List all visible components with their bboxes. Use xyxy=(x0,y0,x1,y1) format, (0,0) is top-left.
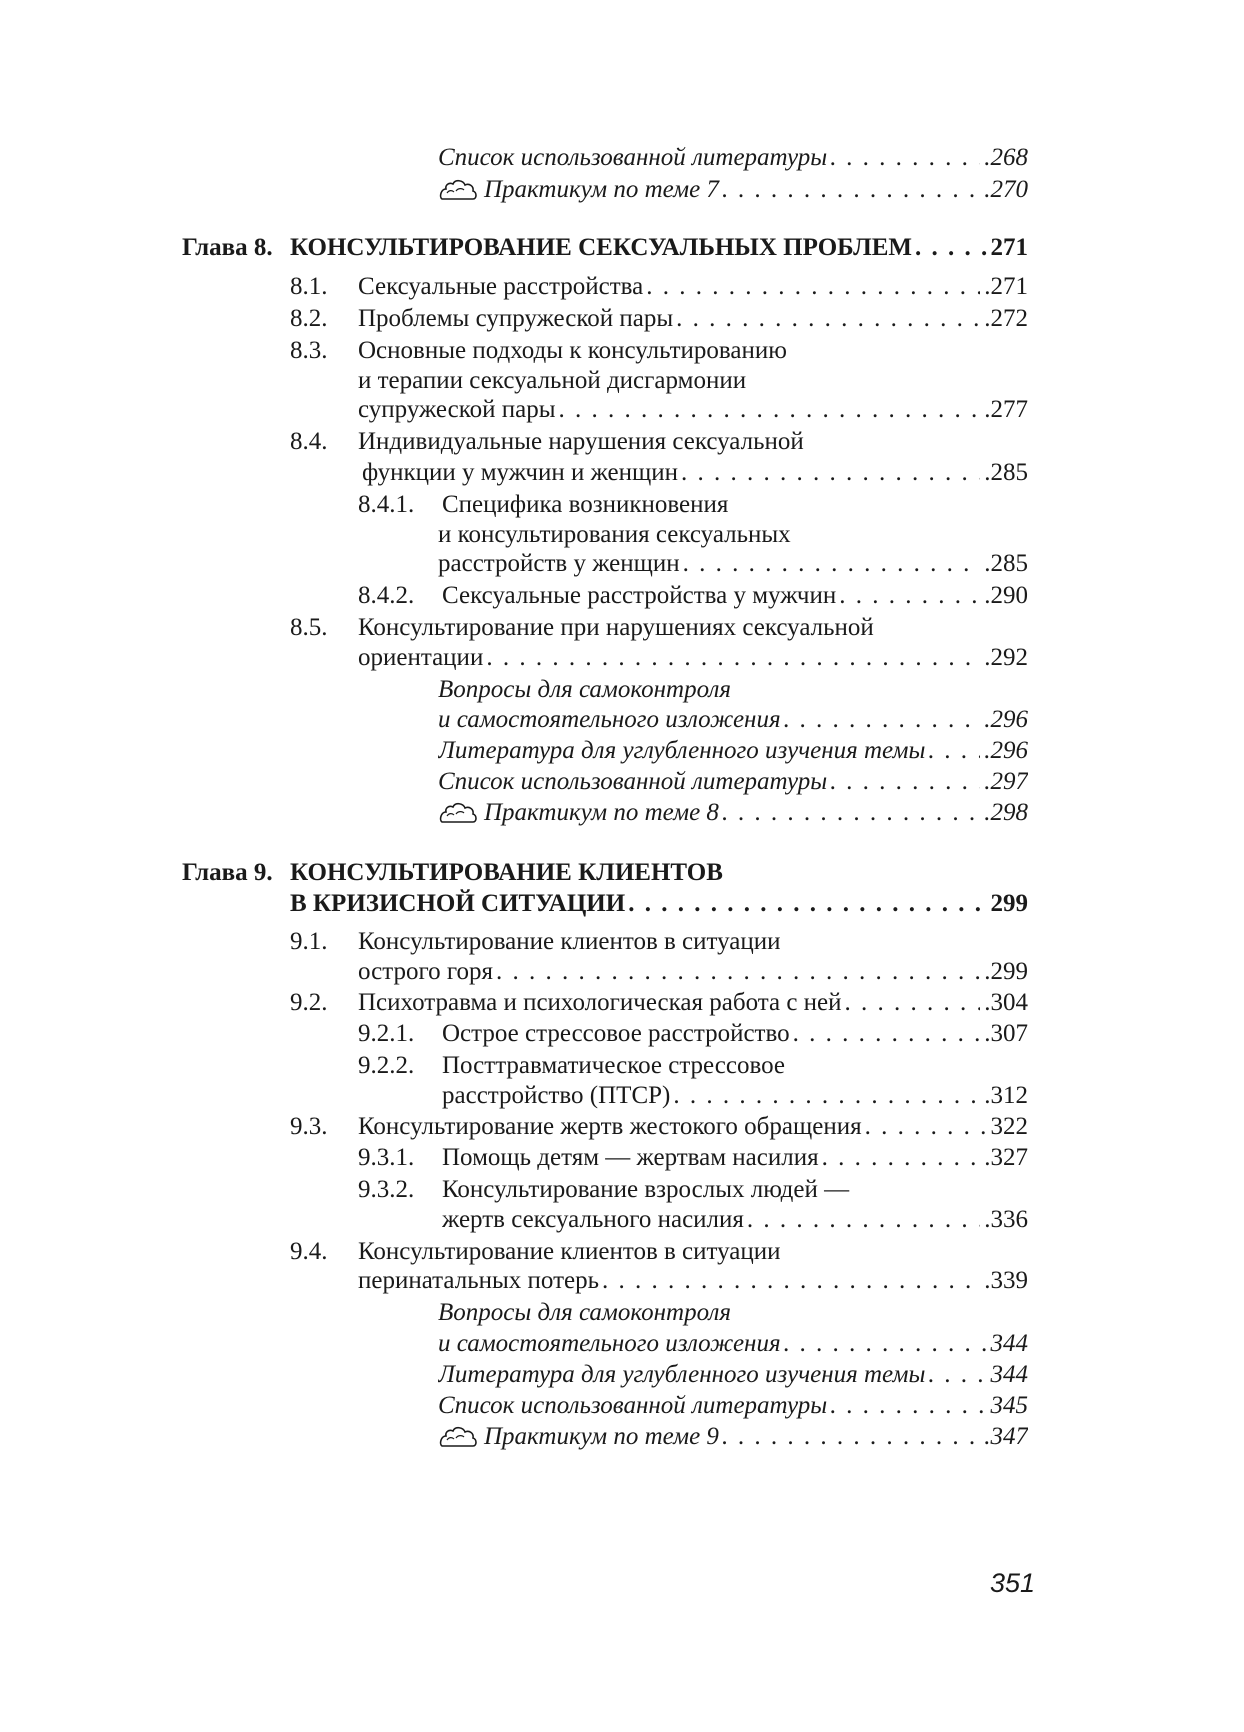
section-number: 9.2.1. xyxy=(358,1020,415,1047)
section-number: 9.3.2. xyxy=(358,1176,415,1203)
leader-dots xyxy=(628,889,986,919)
toc-entry[interactable] xyxy=(442,1019,1028,1049)
entry-title-line: и консультирования сексуальных xyxy=(438,521,791,548)
entry-title-line: Основные подходы к консультированию xyxy=(358,337,787,364)
leader-dots xyxy=(915,233,987,263)
toc-entry[interactable] xyxy=(362,458,1028,488)
chapter-label: Глава 9. xyxy=(182,859,273,886)
leader-dots xyxy=(865,1112,987,1142)
chapter-title[interactable] xyxy=(290,889,1028,919)
entry-title-line: Посттравматическое стрессовое xyxy=(442,1052,785,1079)
entry-title-line: Индивидуальные нарушения сексуальной xyxy=(358,428,804,455)
leader-dots xyxy=(747,1205,980,1235)
leader-dots xyxy=(830,767,980,797)
toc-entry[interactable] xyxy=(442,581,1028,611)
leader-dots xyxy=(646,272,980,302)
page-ref: .336 xyxy=(984,1206,1028,1233)
section-number: 8.3. xyxy=(290,337,328,364)
page-ref: 271 xyxy=(990,234,1028,261)
section-number: 8.2. xyxy=(290,305,328,332)
entry-title: расстройств у женщин xyxy=(438,550,680,577)
page-ref: .299 xyxy=(984,958,1028,985)
toc-entry[interactable] xyxy=(438,798,1028,828)
page-ref: .271 xyxy=(984,273,1028,300)
leader-dots xyxy=(683,549,981,579)
entry-title: В КРИЗИСНОЙ СИТУАЦИИ xyxy=(290,890,626,917)
toc-entry[interactable] xyxy=(358,272,1028,302)
entry-title: функции у мужчин и женщин xyxy=(362,459,679,486)
entry-title: расстройство (ПТСР) xyxy=(442,1082,671,1109)
section-number: 9.3. xyxy=(290,1113,328,1140)
leader-dots xyxy=(793,1019,981,1049)
leader-dots xyxy=(830,143,980,173)
entry-title-line: Консультирование при нарушениях сексуальной xyxy=(358,614,874,641)
toc-entry[interactable] xyxy=(358,1266,1028,1296)
section-number: 9.1. xyxy=(290,928,328,955)
leader-dots xyxy=(602,1266,980,1296)
page-ref: .296 xyxy=(984,737,1028,764)
leader-dots xyxy=(928,736,980,766)
page-ref: .307 xyxy=(984,1020,1028,1047)
toc-entry[interactable] xyxy=(442,1205,1028,1235)
page-ref: .272 xyxy=(984,305,1028,332)
leader-dots xyxy=(559,395,981,425)
toc-entry[interactable] xyxy=(358,1112,1028,1142)
page-ref: .270 xyxy=(984,176,1028,203)
page-ref: .304 xyxy=(984,989,1028,1016)
toc-entry[interactable] xyxy=(442,1081,1028,1111)
section-number: 8.4.2. xyxy=(358,582,415,609)
leader-dots xyxy=(722,1422,980,1452)
toc-entry[interactable] xyxy=(358,988,1028,1018)
toc-entry[interactable] xyxy=(438,1360,1028,1390)
leader-dots xyxy=(845,988,981,1018)
toc-entry[interactable] xyxy=(438,1391,1028,1421)
toc-entry[interactable] xyxy=(358,395,1028,425)
entry-title-line: Вопросы для самоконтроля xyxy=(438,1299,731,1326)
toc-entry[interactable] xyxy=(358,304,1028,334)
toc-entry[interactable] xyxy=(358,957,1028,987)
cloud-icon xyxy=(438,178,478,202)
cloud-icon xyxy=(438,801,478,825)
page-ref: .296 xyxy=(984,706,1028,733)
entry-title: Сексуальные расстройства у мужчин xyxy=(442,582,837,609)
entry-title-line: Консультирование взрослых людей — xyxy=(442,1176,850,1203)
entry-title: и самостоятельного изложения xyxy=(438,706,781,733)
entry-title: Практикум по теме 7 xyxy=(484,176,719,203)
entry-title-line: Консультирование клиентов в ситуации xyxy=(358,928,781,955)
page-ref: .347 xyxy=(984,1423,1028,1450)
toc-entry[interactable] xyxy=(438,1329,1028,1359)
page-ref: 345 xyxy=(990,1392,1028,1419)
page-ref: .327 xyxy=(984,1144,1028,1171)
leader-dots xyxy=(673,1081,980,1111)
entry-title: Список использованной литературы xyxy=(438,1392,828,1419)
page-ref: .312 xyxy=(984,1082,1028,1109)
page-ref: .285 xyxy=(984,459,1028,486)
entry-title: Список использованной литературы xyxy=(438,144,828,171)
leader-dots xyxy=(496,957,980,987)
leader-dots xyxy=(784,705,981,735)
entry-title-line: и терапии сексуальной дисгармонии xyxy=(358,367,747,394)
entry-title: супружеской пары xyxy=(358,396,556,423)
leader-dots xyxy=(830,1391,986,1421)
cloud-icon xyxy=(438,1425,478,1449)
entry-title: Список использованной литературы xyxy=(438,768,828,795)
section-number: 9.2.2. xyxy=(358,1052,415,1079)
toc-entry[interactable] xyxy=(438,1422,1028,1452)
entry-title-line: Специфика возникновения xyxy=(442,491,729,518)
page-ref: 299 xyxy=(990,890,1028,917)
section-number: 9.4. xyxy=(290,1238,328,1265)
leader-dots xyxy=(822,1143,981,1173)
entry-title: КОНСУЛЬТИРОВАНИЕ СЕКСУАЛЬНЫХ ПРОБЛЕМ xyxy=(290,234,912,261)
leader-dots xyxy=(839,581,980,611)
entry-title: Психотравма и психологическая работа с ней xyxy=(358,989,842,1016)
page-ref: .290 xyxy=(984,582,1028,609)
entry-title: Консультирование жертв жестокого обращения xyxy=(358,1113,862,1140)
entry-title: Литература для углубленного изучения темы xyxy=(438,1361,926,1388)
toc-entry[interactable] xyxy=(438,767,1028,797)
toc-entry[interactable] xyxy=(442,1143,1028,1173)
entry-title: ориентации xyxy=(358,644,484,671)
section-number: 8.4.1. xyxy=(358,491,415,518)
entry-title: острого горя xyxy=(358,958,493,985)
toc-entry[interactable] xyxy=(438,143,1028,173)
page-ref: 344 xyxy=(990,1361,1028,1388)
page-ref: .297 xyxy=(984,768,1028,795)
entry-title: Помощь детям — жертвам насилия xyxy=(442,1144,819,1171)
entry-title-line: Консультирование клиентов в ситуации xyxy=(358,1238,781,1265)
section-number: 9.2. xyxy=(290,989,328,1016)
entry-title: перинатальных потерь xyxy=(358,1267,600,1294)
chapter-label: Глава 8. xyxy=(182,234,273,261)
entry-title-line: Вопросы для самоконтроля xyxy=(438,676,731,703)
leader-dots xyxy=(486,643,980,673)
toc-entry[interactable] xyxy=(438,175,1028,205)
entry-title-line: КОНСУЛЬТИРОВАНИЕ КЛИЕНТОВ xyxy=(290,859,723,886)
entry-title: и самостоятельного изложения xyxy=(438,1330,781,1357)
leader-dots xyxy=(676,304,980,334)
leader-dots xyxy=(784,1329,987,1359)
page-ref: .277 xyxy=(984,396,1028,423)
toc-entry[interactable] xyxy=(438,549,1028,579)
page-ref: 344 xyxy=(990,1330,1028,1357)
leader-dots xyxy=(722,175,980,205)
page-number: 351 xyxy=(990,1568,1036,1598)
chapter-title[interactable] xyxy=(290,233,1028,263)
leader-dots xyxy=(722,798,980,828)
section-number: 9.3.1. xyxy=(358,1144,415,1171)
page-ref: .268 xyxy=(984,144,1028,171)
page-ref: .292 xyxy=(984,644,1028,671)
entry-title: жертв сексуального насилия xyxy=(442,1206,744,1233)
leader-dots xyxy=(681,458,980,488)
entry-title: Сексуальные расстройства xyxy=(358,273,644,300)
toc-entry[interactable] xyxy=(438,736,1028,766)
page-ref: 322 xyxy=(990,1113,1028,1140)
section-number: 8.1. xyxy=(290,273,328,300)
toc-entry[interactable] xyxy=(358,643,1028,673)
entry-title: Острое стрессовое расстройство xyxy=(442,1020,790,1047)
entry-title: Проблемы супружеской пары xyxy=(358,305,674,332)
entry-title: Практикум по теме 8 xyxy=(484,799,719,826)
section-number: 8.4. xyxy=(290,428,328,455)
page-ref: .285 xyxy=(984,550,1028,577)
leader-dots xyxy=(928,1360,986,1390)
page-ref: .298 xyxy=(984,799,1028,826)
page-ref: .339 xyxy=(984,1267,1028,1294)
section-number: 8.5. xyxy=(290,614,328,641)
entry-title: Литература для углубленного изучения темы xyxy=(438,737,926,764)
toc-entry[interactable] xyxy=(438,705,1028,735)
entry-title: Практикум по теме 9 xyxy=(484,1423,719,1450)
